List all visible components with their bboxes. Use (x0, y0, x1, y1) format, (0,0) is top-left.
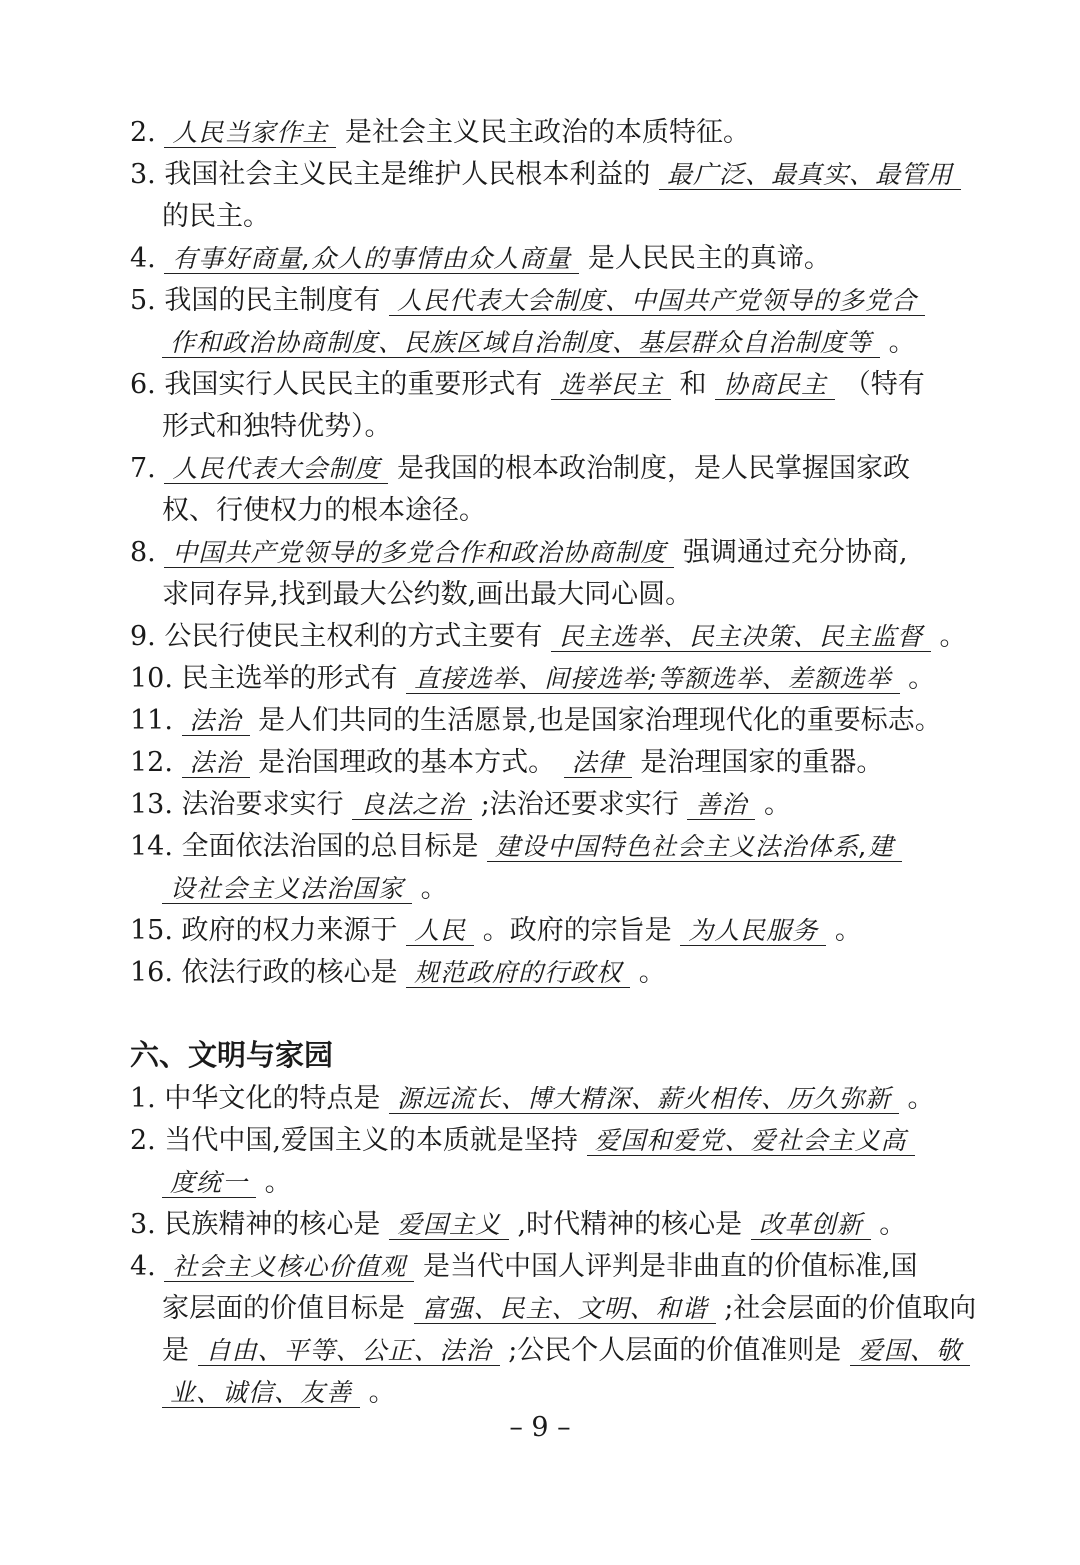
statement-text: 求同存异,找到最大公约数,画出最大同心圆。 (162, 579, 693, 610)
statement-text: 。 (898, 1083, 935, 1114)
statement-text: 2. 当代中国,爱国主义的本质就是坚持 (130, 1125, 587, 1156)
statement-text: ,时代精神的核心是 (508, 1209, 751, 1240)
statement-text: 是人民民主的真谛。 (579, 243, 831, 274)
statement-text: 的民主。 (162, 201, 270, 232)
statement-text: ;法治还要求实行 (472, 789, 688, 820)
text-line (130, 658, 960, 700)
statement-text: 3. 我国社会主义民主是维护人民根本利益的 (130, 159, 659, 190)
statement-text: 是当代中国人评判是非曲直的价值标准,国 (414, 1251, 918, 1282)
statement-text: 3. 民族精神的核心是 (130, 1209, 389, 1240)
list-item (130, 532, 960, 616)
text-line (130, 826, 960, 868)
answer-blank: 选举民主 (551, 370, 671, 400)
statement-text: ;公民个人层面的价值准则是 (499, 1335, 850, 1366)
statement-text: 10. 民主选举的形式有 (130, 663, 407, 694)
statement-text: 是治理国家的重器。 (631, 747, 884, 778)
statement-text: 。 (930, 621, 967, 652)
section-s6 (130, 1032, 977, 1414)
list-item (130, 658, 960, 700)
text-line (130, 742, 960, 784)
answer-blank: 改革创新 (751, 1210, 871, 1240)
statement-text: 6. 我国实行人民民主的重要形式有 (130, 369, 551, 400)
statement-text: 1. 中华文化的特点是 (130, 1083, 389, 1114)
statement-text: 14. 全面依法治国的总目标是 (130, 831, 488, 862)
statement-text: 7. (130, 453, 165, 484)
answer-blank: 度统一 (162, 1168, 256, 1198)
statement-text: 。 (412, 873, 448, 904)
text-line (130, 406, 960, 448)
list-item (130, 784, 960, 826)
list-item (130, 742, 960, 784)
answer-blank: 爱国和爱党、爱社会主义高 (587, 1126, 915, 1156)
statement-text: 强调通过充分协商, (674, 537, 908, 568)
answer-blank: 法治 (182, 748, 250, 778)
text-line (130, 490, 960, 532)
text-line (130, 322, 960, 364)
answer-blank: 爱国、敬 (850, 1336, 970, 1366)
answer-blank: 人民代表大会制度 (164, 454, 388, 484)
text-line (130, 784, 960, 826)
statement-text: （特有 (835, 369, 925, 400)
text-line (130, 154, 960, 196)
statement-text: 4. (130, 1251, 165, 1282)
statement-text: 16. 依法行政的核心是 (130, 957, 407, 988)
statement-text: 4. (130, 243, 165, 274)
text-line (130, 1246, 960, 1288)
list-item (130, 952, 960, 994)
statement-text: 8. (130, 537, 165, 568)
text-line (130, 196, 960, 238)
statement-text: 权、行使权力的根本途径。 (162, 495, 486, 526)
text-line (130, 1120, 960, 1162)
answer-blank: 规范政府的行政权 (406, 958, 630, 988)
list-item (130, 1246, 977, 1414)
section-s5 (130, 112, 967, 994)
answer-blank: 社会主义核心价值观 (164, 1252, 414, 1282)
statement-text: 是社会主义民主政治的本质特征。 (336, 117, 750, 148)
answer-blank: 最广泛、最真实、最管用 (659, 160, 961, 190)
list-item (130, 700, 960, 742)
text-line (130, 574, 960, 616)
answer-blank: 业、诚信、友善 (162, 1378, 360, 1408)
list-item (130, 910, 960, 952)
statement-text: 和 (670, 369, 716, 400)
list-item (130, 1078, 960, 1120)
text-line (130, 910, 960, 952)
answer-blank: 善治 (687, 790, 755, 820)
text-line (130, 1162, 960, 1204)
text-line (130, 952, 960, 994)
text-line (130, 1372, 960, 1414)
statement-text: 。 (755, 789, 791, 820)
statement-text: ;社会层面的价值取向 (715, 1293, 977, 1324)
statement-text: 。 (630, 957, 666, 988)
statement-text: 。政府的宗旨是 (474, 915, 681, 946)
text-line (130, 868, 960, 910)
list-item (130, 154, 960, 238)
list-item (130, 238, 960, 280)
text-line (130, 280, 960, 322)
statement-text: 11. (130, 705, 182, 736)
page-number: – 9 – (509, 1412, 571, 1443)
answer-blank: 作和政治协商制度、民族区域自治制度、基层群众自治制度等 (162, 328, 880, 358)
text-line (130, 448, 960, 490)
text-line (130, 700, 960, 742)
list-item (130, 448, 960, 532)
statement-text: 。 (899, 663, 936, 694)
answer-blank: 法治 (182, 706, 250, 736)
statement-text: 12. (130, 747, 182, 778)
text-line (130, 1204, 960, 1246)
answer-blank: 有事好商量,众人的事情由众人商量 (164, 244, 579, 274)
document-content (130, 112, 977, 1414)
list-item (130, 280, 960, 364)
statement-text: 13. 法治要求实行 (130, 789, 353, 820)
answer-blank: 民主选举、民主决策、民主监督 (551, 622, 931, 652)
text-line (130, 1288, 977, 1330)
answer-blank: 人民 (406, 916, 474, 946)
text-line (130, 238, 960, 280)
list-item (130, 1204, 960, 1246)
text-line (130, 112, 960, 154)
list-item (130, 112, 960, 154)
statement-text: 形式和独特优势）。 (162, 411, 392, 442)
list-item (130, 364, 960, 448)
answer-blank: 法律 (564, 748, 632, 778)
list-item (130, 616, 967, 658)
answer-blank: 建设中国特色社会主义法治体系,建 (487, 832, 902, 862)
statement-text: 是 (162, 1335, 198, 1366)
answer-blank: 自由、平等、公正、法治 (198, 1336, 500, 1366)
text-line (130, 364, 960, 406)
statement-text: 是治国理政的基本方式。 (249, 747, 564, 778)
text-line (130, 532, 960, 574)
answer-blank: 源远流长、博大精深、薪火相传、历久弥新 (389, 1084, 899, 1114)
statement-text: 家层面的价值目标是 (162, 1293, 414, 1324)
answer-blank: 良法之治 (352, 790, 472, 820)
statement-text: 9. 公民行使民主权利的方式主要有 (130, 621, 551, 652)
answer-blank: 设社会主义法治国家 (162, 874, 412, 904)
list-item (130, 1120, 960, 1204)
answer-blank: 为人民服务 (680, 916, 826, 946)
statement-text: 。 (870, 1209, 907, 1240)
statement-text: 5. 我国的民主制度有 (130, 285, 389, 316)
answer-blank: 中国共产党领导的多党合作和政治协商制度 (164, 538, 674, 568)
statement-text: 15. 政府的权力来源于 (130, 915, 407, 946)
answer-blank: 人民当家作主 (164, 118, 336, 148)
answer-blank: 爱国主义 (389, 1210, 509, 1240)
section-heading: 六、文明与家园 (130, 1038, 334, 1072)
statement-text: 。 (826, 915, 862, 946)
statement-text: 是我国的根本政治制度，是人民掌握国家政 (388, 453, 910, 484)
statement-text: 。 (256, 1167, 292, 1198)
statement-text: 是人们共同的生活愿景,也是国家治理现代化的重要标志。 (249, 705, 942, 736)
answer-blank: 直接选举、间接选举;等额选举、差额选举 (406, 664, 899, 694)
text-line (130, 1078, 960, 1120)
statement-text: 。 (360, 1377, 396, 1408)
answer-blank: 协商民主 (715, 370, 835, 400)
statement-text: 2. (130, 117, 165, 148)
text-line (130, 616, 967, 658)
answer-blank: 人民代表大会制度、中国共产党领导的多党合 (389, 286, 925, 316)
list-item (130, 826, 960, 910)
statement-text: 。 (880, 327, 916, 358)
answer-blank: 富强、民主、文明、和谐 (414, 1294, 716, 1324)
text-line (130, 1330, 960, 1372)
